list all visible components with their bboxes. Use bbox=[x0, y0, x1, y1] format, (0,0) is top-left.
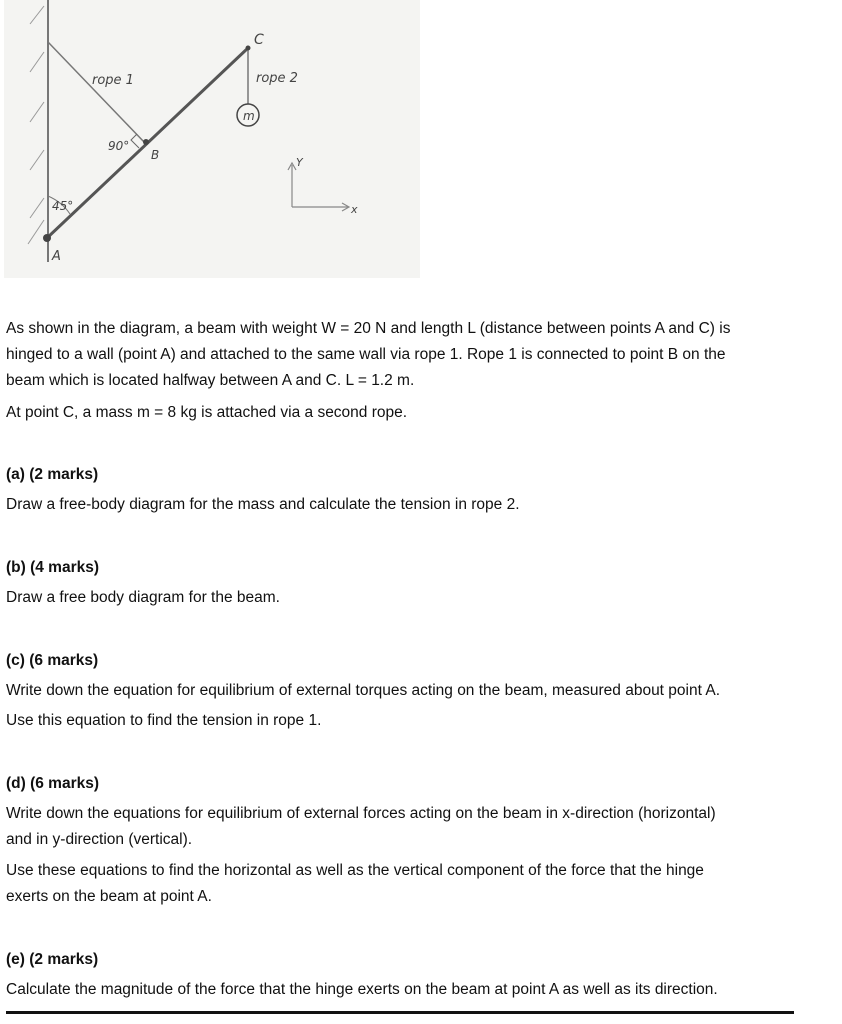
part-b-text: Draw a free body diagram for the beam. bbox=[6, 589, 280, 606]
label-45-degrees: 45° bbox=[52, 199, 74, 213]
part-c-text-2: Use this equation to find the tension in rope 1. bbox=[6, 712, 322, 729]
part-d-text-2: and in y-direction (vertical). bbox=[6, 831, 193, 848]
part-a-text: Draw a free-body diagram for the mass and calculate the tension in rope 2. bbox=[6, 496, 520, 513]
intro-paragraph bbox=[6, 316, 826, 394]
label-90-degrees: 90° bbox=[108, 139, 130, 153]
diagram-paper bbox=[4, 0, 420, 278]
part-c-text-1: Write down the equation for equilibrium of external torques acting on the beam, measured about point A. bbox=[6, 682, 721, 699]
label-rope-2: rope 2 bbox=[256, 71, 298, 86]
part-d-text-3: Use these equations to find the horizontal as well as the vertical component of the force that the hinge bbox=[6, 862, 704, 879]
part-e-text: Calculate the magnitude of the force that the hinge exerts on the beam at point A as well as its direction. bbox=[6, 981, 718, 998]
part-d-text-4: exerts on the beam at point A. bbox=[6, 888, 212, 905]
intro-line-1: As shown in the diagram, a beam with weight W = 20 N and length L (distance between points A and C) is bbox=[6, 320, 731, 337]
part-a-heading: (a) (2 marks) bbox=[6, 466, 99, 483]
label-m: m bbox=[243, 109, 255, 123]
intro-line-3: beam which is located halfway between A and C. L = 1.2 m. bbox=[6, 372, 415, 389]
bottom-rule bbox=[6, 1011, 794, 1014]
label-a: A bbox=[52, 249, 61, 264]
label-y: Y bbox=[296, 156, 303, 169]
part-e-heading: (e) (2 marks) bbox=[6, 951, 99, 968]
beam-diagram bbox=[0, 0, 420, 280]
intro-line-2: hinged to a wall (point A) and attached to the same wall via rope 1. Rope 1 is connected to point B on the bbox=[6, 346, 726, 363]
part-d-text-1: Write down the equations for equilibrium of external forces acting on the beam in x-direction (horizontal) bbox=[6, 805, 716, 822]
point-b-dot bbox=[143, 139, 149, 145]
label-b: B bbox=[151, 148, 160, 162]
part-b-heading: (b) (4 marks) bbox=[6, 559, 100, 576]
label-c: C bbox=[254, 32, 264, 48]
label-x: x bbox=[351, 203, 358, 216]
intro-line-4: At point C, a mass m = 8 kg is attached via a second rope. bbox=[6, 404, 408, 421]
label-rope-1: rope 1 bbox=[92, 73, 134, 88]
part-c-heading: (c) (6 marks) bbox=[6, 652, 99, 669]
point-c-dot bbox=[246, 46, 251, 51]
point-a-dot bbox=[43, 234, 51, 242]
part-d-heading: (d) (6 marks) bbox=[6, 775, 100, 792]
